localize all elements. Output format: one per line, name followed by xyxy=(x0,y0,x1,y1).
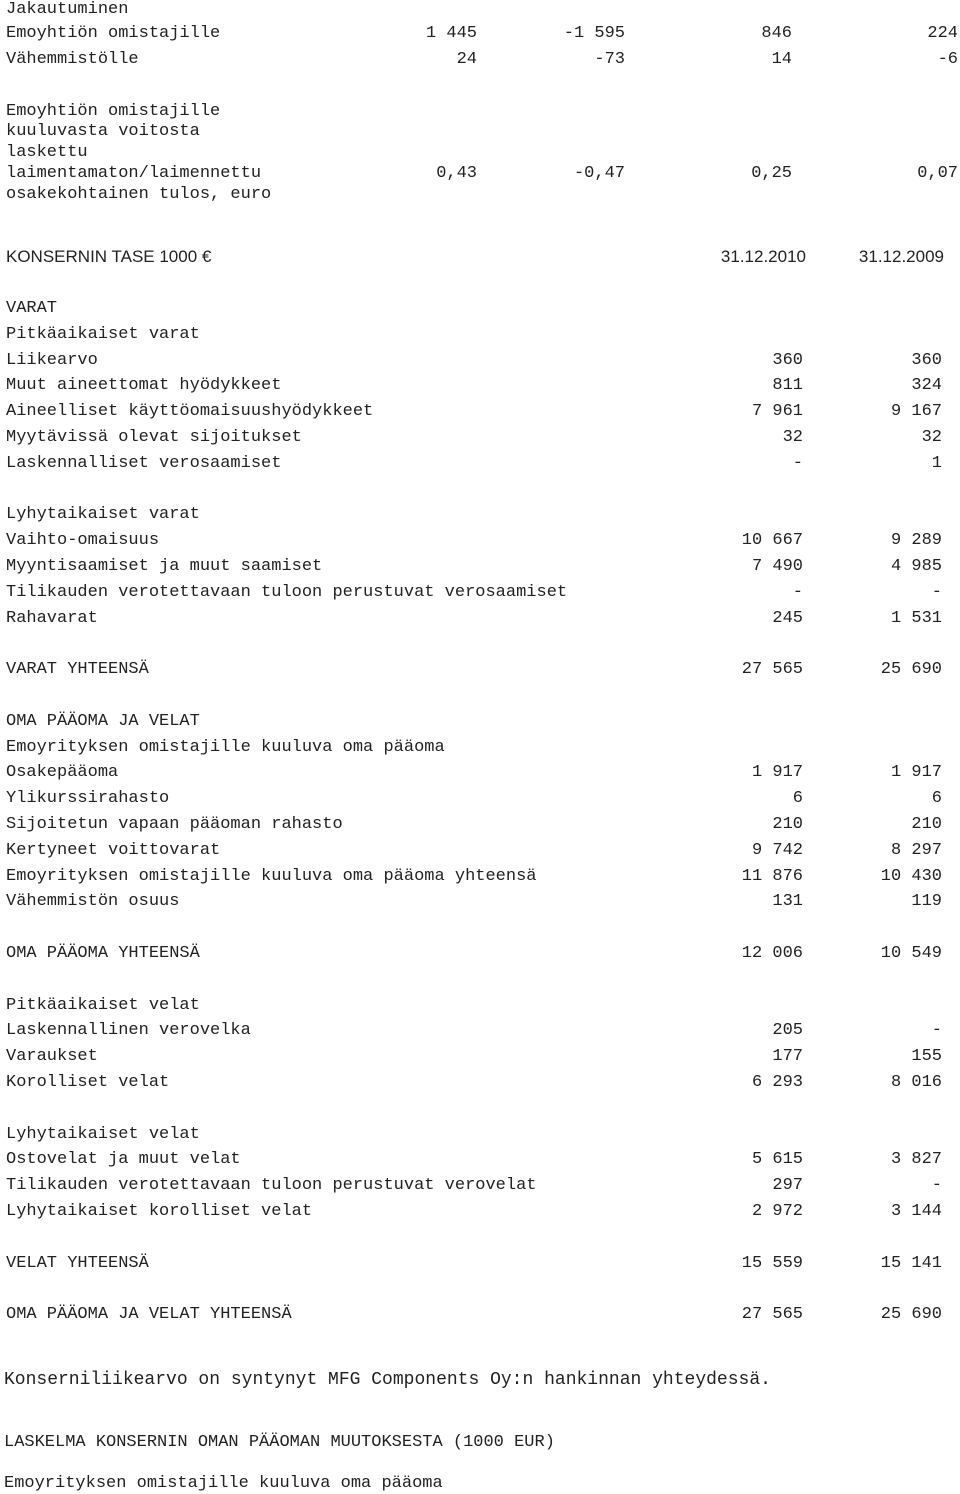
balance-row-label: Pitkäaikaiset velat xyxy=(6,996,200,1015)
balance-value-2010: 131 xyxy=(772,892,803,911)
balance-value-2009: 360 xyxy=(911,351,942,370)
value-cell: 224 xyxy=(927,24,958,43)
eps-label-line: kuuluvasta voitosta xyxy=(6,122,200,141)
balance-value-2010: 6 293 xyxy=(751,1073,803,1092)
balance-value-2009: 8 297 xyxy=(890,841,942,860)
balance-row-label: Tilikauden verotettavaan tuloon perustuvat verovelat xyxy=(6,1176,537,1195)
balance-row-label: OMA PÄÄOMA JA VELAT xyxy=(6,712,200,731)
balance-row-label: OMA PÄÄOMA JA VELAT YHTEENSÄ xyxy=(6,1305,292,1324)
eps-label-line: laskettu xyxy=(6,143,88,162)
eps-value: -0,47 xyxy=(573,164,625,183)
balance-value-2009: 9 289 xyxy=(890,531,942,550)
balance-row-label: Aineelliset käyttöomaisuushyödykkeet xyxy=(6,402,374,421)
balance-row-label: Ostovelat ja muut velat xyxy=(6,1150,241,1169)
goodwill-note: Konserniliikearvo on syntynyt MFG Components Oy:n hankinnan yhteydessä. xyxy=(4,1370,771,1390)
eps-value: 0,25 xyxy=(751,164,792,183)
balance-value-2010: 11 876 xyxy=(741,867,803,886)
balance-row-label: Lyhytaikaiset korolliset velat xyxy=(6,1202,313,1221)
balance-value-2009: 10 549 xyxy=(880,944,942,963)
balance-row-label: VARAT YHTEENSÄ xyxy=(6,660,149,679)
balance-row-label: Myyntisaamiset ja muut saamiset xyxy=(6,557,323,576)
balance-value-2009: 1 531 xyxy=(890,609,942,628)
balance-row-label: Rahavarat xyxy=(6,609,98,628)
balance-value-2009: 6 xyxy=(931,789,942,808)
balance-row-label: VELAT YHTEENSÄ xyxy=(6,1254,149,1273)
balance-value-2010: 811 xyxy=(772,376,803,395)
eps-value: 0,43 xyxy=(436,164,477,183)
balance-value-2010: 12 006 xyxy=(741,944,803,963)
balance-row-label: Ylikurssirahasto xyxy=(6,789,170,808)
balance-value-2010: 360 xyxy=(772,351,803,370)
column-header-2009: 31.12.2009 xyxy=(858,247,944,266)
balance-value-2009: 119 xyxy=(911,892,942,911)
eps-value: 0,07 xyxy=(917,164,958,183)
balance-value-2010: - xyxy=(792,454,803,473)
balance-row-label: Emoyrityksen omistajille kuuluva oma pääoma yhteensä xyxy=(6,867,537,886)
balance-row-label: Pitkäaikaiset varat xyxy=(6,325,200,344)
balance-value-2010: 9 742 xyxy=(751,841,803,860)
balance-row-label: Vähemmistön osuus xyxy=(6,892,180,911)
balance-value-2010: 1 917 xyxy=(751,763,803,782)
balance-row-label: Liikearvo xyxy=(6,351,98,370)
value-cell: 14 xyxy=(771,50,792,69)
balance-value-2009: 25 690 xyxy=(880,660,942,679)
balance-row-label: Korolliset velat xyxy=(6,1073,170,1092)
balance-value-2010: 5 615 xyxy=(751,1150,803,1169)
balance-row-label: Sijoitetun vapaan pääoman rahasto xyxy=(6,815,343,834)
row-label: Emoyhtiön omistajille xyxy=(6,24,221,43)
value-cell: -73 xyxy=(594,50,625,69)
balance-value-2009: 9 167 xyxy=(890,402,942,421)
balance-value-2009: 3 827 xyxy=(890,1150,942,1169)
balance-row-label: Tilikauden verotettavaan tuloon perustuvat verosaamiset xyxy=(6,583,568,602)
balance-value-2010: 27 565 xyxy=(741,660,803,679)
balance-value-2009: 4 985 xyxy=(890,557,942,576)
balance-row-label: Laskennalliset verosaamiset xyxy=(6,454,282,473)
value-cell: 1 445 xyxy=(425,24,477,43)
column-header-2010: 31.12.2010 xyxy=(720,247,806,266)
balance-value-2010: 27 565 xyxy=(741,1305,803,1324)
balance-value-2010: 15 559 xyxy=(741,1254,803,1273)
value-cell: -1 595 xyxy=(563,24,625,43)
balance-value-2010: 205 xyxy=(772,1021,803,1040)
balance-row-label: Varaukset xyxy=(6,1047,98,1066)
balance-value-2009: 25 690 xyxy=(880,1305,942,1324)
balance-value-2009: 15 141 xyxy=(880,1254,942,1273)
balance-value-2009: 155 xyxy=(911,1047,942,1066)
balance-value-2010: 2 972 xyxy=(751,1202,803,1221)
section-title-jakautuminen: Jakautuminen xyxy=(6,0,129,19)
balance-value-2009: 1 917 xyxy=(890,763,942,782)
balance-value-2010: 210 xyxy=(772,815,803,834)
value-cell: 24 xyxy=(456,50,477,69)
value-cell: 846 xyxy=(761,24,792,43)
balance-row-label: Emoyrityksen omistajille kuuluva oma pääoma xyxy=(6,738,445,757)
balance-value-2009: 3 144 xyxy=(890,1202,942,1221)
balance-sheet-title: KONSERNIN TASE 1000 € xyxy=(6,247,212,266)
balance-value-2010: 245 xyxy=(772,609,803,628)
balance-value-2010: 7 961 xyxy=(751,402,803,421)
row-label: Vähemmistölle xyxy=(6,50,139,69)
balance-value-2010: 7 490 xyxy=(751,557,803,576)
balance-value-2010: 32 xyxy=(782,428,803,447)
balance-row-label: VARAT xyxy=(6,299,58,318)
balance-row-label: Lyhytaikaiset velat xyxy=(6,1125,200,1144)
balance-value-2009: 324 xyxy=(911,376,942,395)
balance-row-label: Kertyneet voittovarat xyxy=(6,841,221,860)
balance-row-label: Lyhytaikaiset varat xyxy=(6,505,200,524)
balance-row-label: Myytävissä olevat sijoitukset xyxy=(6,428,302,447)
balance-value-2009: - xyxy=(931,1176,942,1195)
balance-value-2010: - xyxy=(792,583,803,602)
balance-value-2009: 10 430 xyxy=(880,867,942,886)
balance-value-2009: - xyxy=(931,583,942,602)
balance-row-label: Vaihto-omaisuus xyxy=(6,531,160,550)
balance-row-label: Laskennallinen verovelka xyxy=(6,1021,251,1040)
eps-label-line: Emoyhtiön omistajille xyxy=(6,102,221,121)
balance-row-label: OMA PÄÄOMA YHTEENSÄ xyxy=(6,944,200,963)
balance-value-2010: 177 xyxy=(772,1047,803,1066)
balance-value-2010: 297 xyxy=(772,1176,803,1195)
eps-label-line: osakekohtainen tulos, euro xyxy=(6,185,272,204)
balance-value-2009: 1 xyxy=(931,454,942,473)
balance-row-label: Muut aineettomat hyödykkeet xyxy=(6,376,282,395)
balance-row-label: Osakepääoma xyxy=(6,763,119,782)
balance-value-2010: 10 667 xyxy=(741,531,803,550)
balance-value-2009: 8 016 xyxy=(890,1073,942,1092)
equity-statement-subheading: Emoyrityksen omistajille kuuluva oma pääoma xyxy=(4,1474,443,1493)
balance-value-2009: 32 xyxy=(921,428,942,447)
eps-label-line: laimentamaton/laimennettu xyxy=(6,164,262,183)
balance-value-2010: 6 xyxy=(792,789,803,808)
balance-value-2009: - xyxy=(931,1021,942,1040)
equity-statement-heading: LASKELMA KONSERNIN OMAN PÄÄOMAN MUUTOKSESTA (1000 EUR) xyxy=(4,1433,555,1452)
value-cell: -6 xyxy=(937,50,958,69)
balance-value-2009: 210 xyxy=(911,815,942,834)
